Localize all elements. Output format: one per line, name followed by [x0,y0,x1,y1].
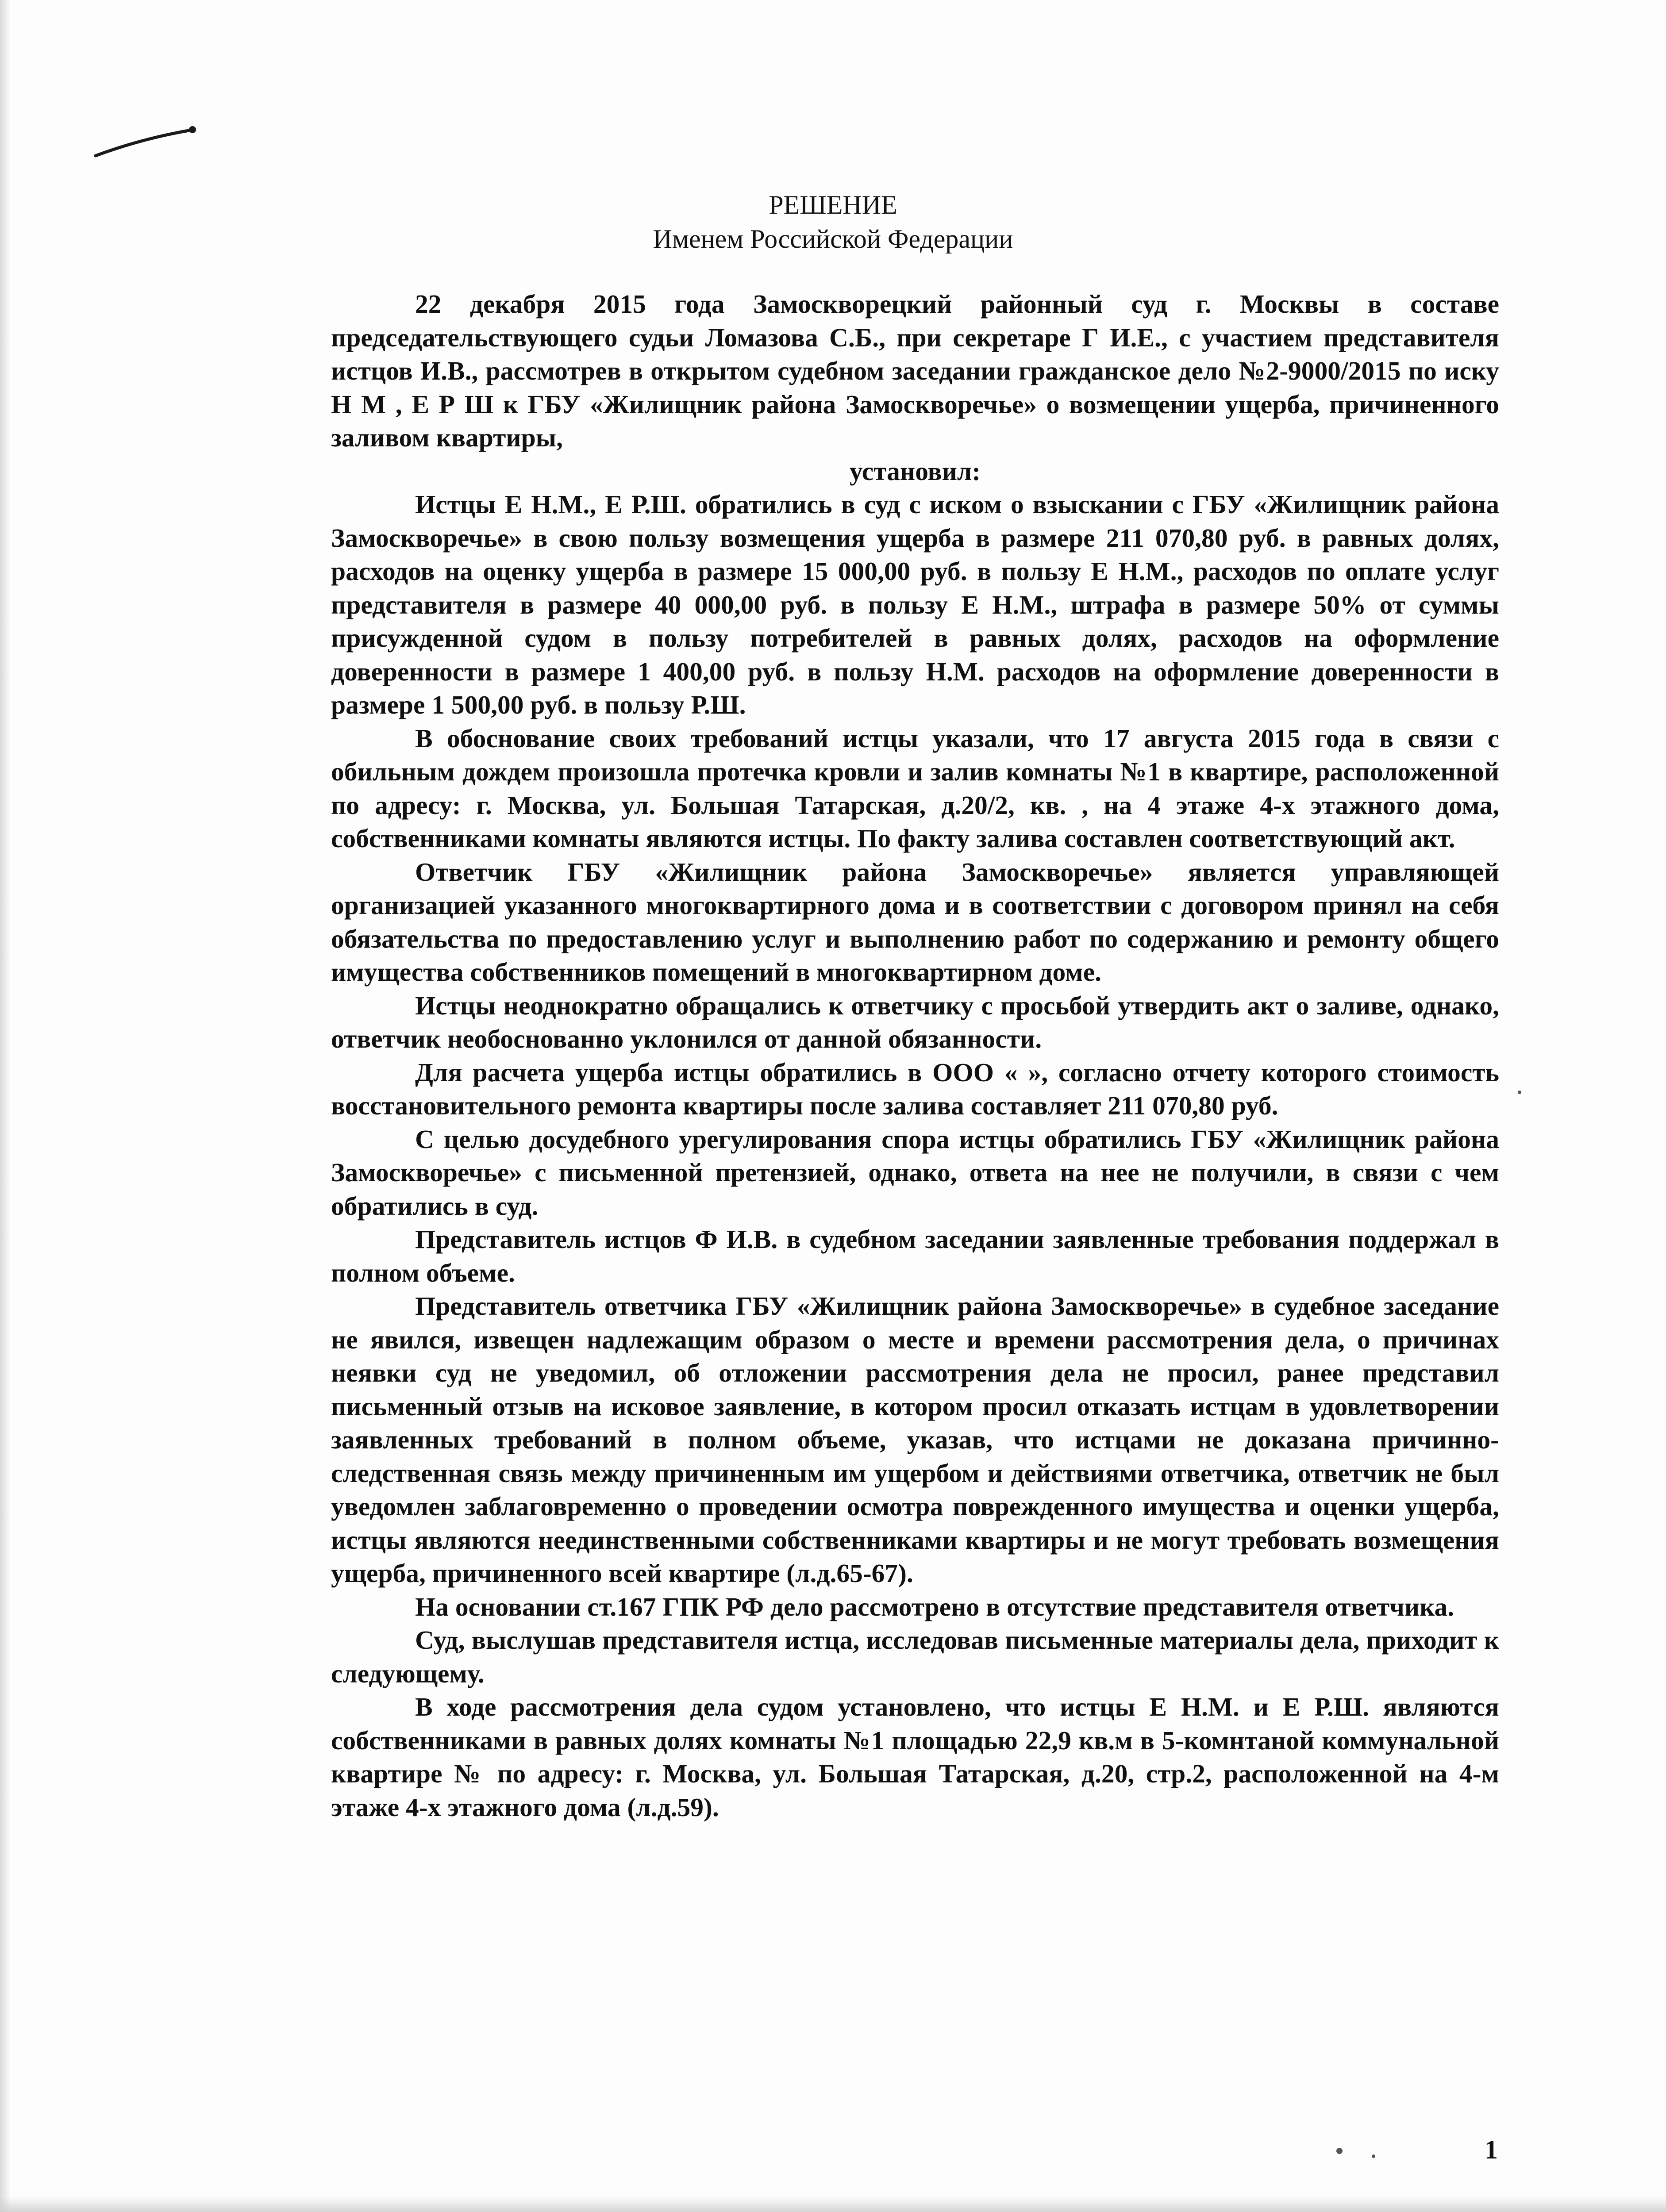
paragraph-pretrial: С целью досудебного урегулирования спора истцы обратились ГБУ «Жилищник района Замоскворечье» с письменной претензией, однако, ответа на нее не получили, в связи с чем обратились в суд. [331,1124,1499,1221]
page-number: 1 [1485,2135,1498,2164]
scan-speck [1336,2148,1343,2154]
paragraph-court-conclusion: Суд, выслушав представителя истца, исследовав письменные материалы дела, приходит к следующему. [331,1625,1499,1688]
paragraph-defendant: Ответчик ГБУ «Жилищник района Замоскворечье» является управляющей организацией указанного многоквартирного дома и в соответствии с договором принял на себя обязательства по предоставлению услуг и выполнению работ по содержанию и ремонту общего имущества собственников помещений в многоквартирном доме. [331,857,1499,987]
paragraph-repeated-requests: Истцы неоднократно обращались к ответчику с просьбой утвердить акт о заливе, однако, ответчик необоснованно уклонился от данной обязанности. [331,991,1499,1053]
document-title: РЕШЕНИЕ [769,190,897,219]
scan-speck [1518,1091,1521,1094]
paragraph-grounds: В обоснование своих требований истцы указали, что 17 августа 2015 года в связи с обильным дождем произошла протечка кровли и залив комнаты №1 в квартире, расположенной по адресу: г. Москва, ул. Большая Татарская, д.20/2, кв. , на 4 этаже 4-х этажного дома, собственниками комнаты являются истцы. По факту залива составлен соответствующий акт. [331,723,1499,853]
paragraph-intro: 22 декабря 2015 года Замоскворецкий районный суд г. Москвы в составе председательствующего судьи Ломазова С.Б., при секретаре Г И.Е., с участием представителя истцов И.В., рассмотрев в открытом судебном заседании гражданское дело №2-9000/2015 по иску Н М , Е Р Ш к ГБУ «Жилищник района Замоскворечье» о возмещении ущерба, причиненного заливом квартиры, [331,289,1499,452]
paragraph-established-heading: установил: [849,456,981,486]
scan-edge-shadow [0,0,11,2212]
paragraph-defendant-representative: Представитель ответчика ГБУ «Жилищник района Замоскворечье» в судебное заседание не явился, извещен надлежащим образом о месте и времени рассмотрения дела, о причинах неявки суд не уведомил, об отложении рассмотрения дела не просил, ранее представил письменный отзыв на исковое заявление, в котором просил отказать истцам в удовлетворении заявленных требований в полном объеме, указав, что истцами не доказана причинно-следственная связь между причиненным им ущербом и действиями ответчика, ответчик не был уведомлен заблаговременно о проведении осмотра поврежденного имущества и оценки ущерба, истцы являются неединственными собственниками квартиры и не могут требовать возмещения ущерба, причиненного всей квартире (л.д.65-67). [331,1291,1499,1588]
scan-speck [1372,2154,1375,2158]
pen-stroke-mark [93,115,199,164]
paragraph-damage-assessment: Для расчета ущерба истцы обратились в ООО « », согласно отчету которого стоимость восстановительного ремонта квартиры после залива составляет 211 070,80 руб. [331,1057,1499,1120]
paragraph-claim: Истцы Е Н.М., Е Р.Ш. обратились в суд с иском о взыскании с ГБУ «Жилищник района Замоскворечье» в свою пользу возмещения ущерба в размере 211 070,80 руб. в равных долях, расходов на оценку ущерба в размере 15 000,00 руб. в пользу Е Н.М., расходов по оплате услуг представителя в размере 40 000,00 руб. в пользу Е Н.М., штрафа в размере 50% от суммы присужденной судом в пользу потребителей в равных долях, расходов на оформление доверенности в размере 1 400,00 руб. в пользу Н.М. расходов на оформление доверенности в размере 1 500,00 руб. в пользу Р.Ш. [331,490,1499,719]
document-subtitle: Именем Российской Федерации [653,224,1013,253]
paragraph-plaintiff-representative: Представитель истцов Ф И.В. в судебном заседании заявленные требования поддержал в полном объеме. [331,1225,1499,1287]
document-body [331,288,1499,1824]
paragraph-ownership: В ходе рассмотрения дела судом установлено, что истцы Е Н.М. и Е Р.Ш. являются собственниками в равных долях комнаты №1 площадью 22,9 кв.м в 5-комнтаной коммунальной квартире № по адресу: г. Москва, ул. Большая Татарская, д.20, стр.2, расположенной на 4-м этаже 4-х этажного дома (л.д.59). [331,1692,1499,1822]
scan-bottom-shadow [0,2197,1666,2212]
paragraph-absence: На основании ст.167 ГПК РФ дело рассмотрено в отсутствие представителя ответчика. [415,1592,1454,1621]
